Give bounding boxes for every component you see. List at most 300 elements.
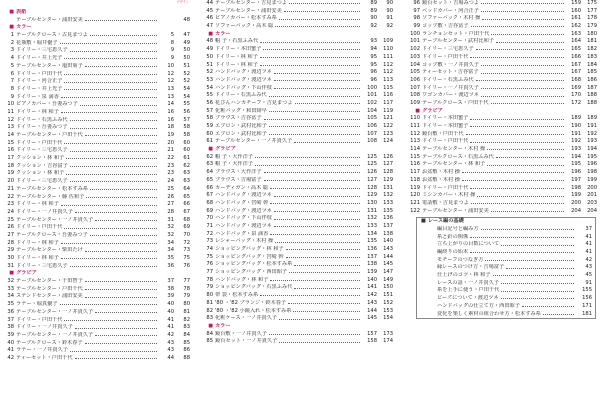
entry-title: ハンドバッグ・渡辺ツネ xyxy=(215,207,272,214)
entry-title: ドイリー・戸田千代 xyxy=(16,316,63,323)
entry-title: 鏡台敷・戸田千代 xyxy=(422,130,464,137)
entry-page-photo: 194 xyxy=(571,153,581,160)
entry-title: ドイリー・三宅恵久子 xyxy=(16,147,68,154)
entry-number: 112 xyxy=(410,130,420,137)
toc-entry xyxy=(402,46,600,54)
entry-page-photo: 126 xyxy=(367,169,377,176)
toc-entry xyxy=(0,101,193,109)
toc-entry xyxy=(199,69,396,77)
entry-number: 99 xyxy=(413,23,420,30)
entry-page-instructions: 123 xyxy=(383,130,393,137)
toc-entry xyxy=(402,0,600,8)
toc-entry xyxy=(402,54,600,62)
entry-page-photo: 200 xyxy=(571,199,581,206)
entry-number: 4 xyxy=(10,55,14,62)
entry-title: ドイリー・林 和子 xyxy=(16,201,59,208)
entry-page-photo: 195 xyxy=(571,161,581,168)
entry-number: 84 xyxy=(206,330,213,337)
entry-page-instructions: 201 xyxy=(587,192,597,199)
entry-number: 106 xyxy=(410,76,420,83)
entry-title: グラビア xyxy=(422,107,443,114)
entry-page-instructions: 63 xyxy=(183,178,190,185)
entry-page-instructions: 84 xyxy=(183,331,190,338)
entry-page-instructions: 110 xyxy=(383,46,393,53)
entry-number: ■ xyxy=(208,322,213,329)
entry-page-photo: 159 xyxy=(571,0,581,6)
dot-leader xyxy=(85,297,157,298)
entry-page-instructions: 184 xyxy=(587,61,597,68)
entry-page-instructions: 88 xyxy=(183,354,190,361)
entry-page-photo: 26 xyxy=(167,193,174,200)
entry-number: 50 xyxy=(206,53,213,60)
toc-entry xyxy=(0,293,193,301)
entry-title: お盆敷・木村 操 xyxy=(422,176,460,183)
entry-page-photo: 106 xyxy=(367,123,377,129)
entry-page-photo: 41 xyxy=(167,324,174,331)
entry-title: テーブルセンター・浦田安美 xyxy=(215,7,282,14)
toc-entry xyxy=(402,15,600,23)
entry-number: 15 xyxy=(7,139,14,146)
toc-entry xyxy=(402,23,600,31)
entry-page-instructions: 128 xyxy=(383,169,393,176)
box-entry xyxy=(417,272,595,280)
entry-number: 100 xyxy=(410,30,420,37)
entry-page-photo: 37 xyxy=(167,278,174,285)
entry-page-instructions: 136 xyxy=(383,215,393,222)
entry-page-instructions: 91 xyxy=(386,15,393,22)
entry-title: ドイリー・戸田千代 xyxy=(422,138,469,145)
entry-page-photo: 24 xyxy=(167,178,174,185)
entry-page-photo: 139 xyxy=(367,269,377,276)
entry-page-instructions: 80 xyxy=(183,301,190,308)
entry-title: ドイリー・林 和子 xyxy=(16,239,59,246)
toc-column-1 xyxy=(0,0,193,400)
entry-page-photo: 145 xyxy=(367,315,377,322)
entry-page-instructions: 56 xyxy=(183,108,190,115)
toc-entry xyxy=(199,238,396,246)
entry-title: 編終りの始末 xyxy=(437,249,469,255)
entry-page-photo: 22 xyxy=(167,155,174,162)
toc-entry xyxy=(199,62,396,70)
entry-number: 10 xyxy=(7,101,14,108)
entry-title: ドイリー・戸田千代 xyxy=(16,139,63,146)
entry-page-instructions: 75 xyxy=(183,255,190,261)
entry-number: 54 xyxy=(206,84,213,91)
entry-page-instructions: 50 xyxy=(183,47,190,54)
entry-number: 19 xyxy=(7,170,14,177)
dot-leader xyxy=(481,3,564,4)
entry-page-photo: 10 xyxy=(167,62,174,69)
entry-page-photo: 165 xyxy=(571,46,581,53)
entry-page-photo: 141 xyxy=(367,284,377,291)
toc-entry xyxy=(0,224,193,232)
entry-page-instructions: 177 xyxy=(587,7,597,14)
toc-entry xyxy=(0,340,193,348)
entry-title: エプロン・武村比和子 xyxy=(215,130,267,137)
entry-number: 83 xyxy=(206,315,213,322)
dot-leader xyxy=(61,205,157,206)
entry-page-instructions: 195 xyxy=(587,153,597,160)
entry-number: 108 xyxy=(410,92,420,99)
entry-page-photo: 102 xyxy=(367,99,377,106)
section-heading xyxy=(0,9,193,17)
entry-page-photo: 40 xyxy=(167,308,174,315)
entry-page-instructions: 192 xyxy=(587,130,597,137)
entry-title: テーブルクロース・戸田千代 xyxy=(422,99,489,106)
dot-leader xyxy=(70,266,157,267)
dot-leader xyxy=(274,88,360,89)
toc-entry xyxy=(402,185,600,193)
dot-leader xyxy=(294,142,360,143)
toc-entry xyxy=(402,169,600,177)
toc-entry xyxy=(199,277,396,285)
dot-leader xyxy=(476,80,564,81)
entry-title: クッション・林 和子 xyxy=(16,155,65,162)
dot-leader xyxy=(470,142,564,143)
dot-leader xyxy=(279,319,360,320)
entry-page-instructions: 149 xyxy=(383,276,393,283)
toc-entry xyxy=(199,315,396,323)
dot-leader xyxy=(80,105,157,106)
entry-page-photo: 23 xyxy=(167,162,174,169)
toc-entry xyxy=(0,78,193,86)
entry-title: ソファーバック・木村 操 xyxy=(422,15,481,22)
entry-page-photo: 157 xyxy=(367,330,377,337)
dot-leader xyxy=(491,103,564,104)
entry-page-instructions: 133 xyxy=(383,199,393,206)
entry-title: 帽 子・石黒ふみ代 xyxy=(215,38,259,45)
box-entry xyxy=(417,257,595,265)
entry-page: 37 xyxy=(585,225,592,232)
entry-page-photo: 169 xyxy=(571,84,581,91)
toc-entry xyxy=(0,47,193,55)
entry-page-instructions: 49 xyxy=(183,39,190,46)
toc-entry xyxy=(199,161,396,169)
toc-entry xyxy=(0,301,193,309)
entry-page-photo: 95 xyxy=(370,61,377,68)
entry-number: 51 xyxy=(206,61,213,68)
section-heading xyxy=(0,270,193,278)
entry-title: テーブルセンター・柴田たけ xyxy=(16,247,83,254)
dot-leader xyxy=(64,228,157,229)
dot-leader xyxy=(264,119,360,120)
entry-page-photo: 23 xyxy=(167,170,174,177)
entry-page-instructions: 54 xyxy=(183,85,190,92)
dot-leader xyxy=(85,289,157,290)
entry-number: 37 xyxy=(7,316,14,323)
dot-leader xyxy=(269,134,360,135)
toc-entry xyxy=(199,15,396,23)
section-heading xyxy=(199,31,396,39)
toc-entry xyxy=(199,192,396,200)
entry-page-instructions: 79 xyxy=(183,293,190,300)
entry-number: 27 xyxy=(7,231,14,238)
entry-page-instructions: 58 xyxy=(183,132,190,138)
toc-entry xyxy=(402,85,600,93)
toc-entry xyxy=(402,62,600,70)
entry-number: 3 xyxy=(10,47,14,54)
entry-page-instructions: 152 xyxy=(383,299,393,306)
dot-leader xyxy=(85,251,157,252)
entry-title: ドイリー・三宅恵久子 xyxy=(16,262,68,269)
dot-leader xyxy=(269,96,360,97)
entry-page-instructions: 109 xyxy=(383,38,393,45)
entry-title: 立ち上がりの目数について xyxy=(437,241,500,248)
dot-leader xyxy=(274,196,360,197)
entry-title: ショッピングバッグ・宮崎 幹 xyxy=(215,253,284,260)
dot-leader xyxy=(481,88,564,89)
toc-entry xyxy=(199,100,396,108)
toc-entry xyxy=(0,17,193,25)
entry-page-instructions: 186 xyxy=(587,76,597,83)
entry-page-instructions: 203 xyxy=(587,199,597,206)
toc-entry xyxy=(0,201,193,209)
toc-entry xyxy=(0,355,193,363)
entry-page-instructions: 67 xyxy=(183,208,190,215)
page-label: デザイン xyxy=(176,0,189,4)
entry-page-instructions: 62 xyxy=(183,162,190,169)
dot-leader xyxy=(70,128,157,129)
toc-entry xyxy=(0,147,193,155)
toc-entry xyxy=(199,92,396,100)
entry-page-instructions: 73 xyxy=(183,247,190,254)
entry-number: 78 xyxy=(206,276,213,283)
dot-leader xyxy=(70,51,157,52)
dot-leader xyxy=(70,181,157,182)
toc-entry xyxy=(0,124,193,132)
entry-page-photo: 172 xyxy=(571,99,581,106)
toc-entry xyxy=(0,263,193,271)
dot-leader xyxy=(85,135,157,136)
entry-page-photo: 32 xyxy=(167,224,174,231)
entry-page: 181 xyxy=(582,310,592,317)
entry-title: ドイリー・一ノ井貴久子 xyxy=(422,84,479,91)
entry-page-instructions: 137 xyxy=(383,222,393,229)
entry-page: 171 xyxy=(582,302,592,309)
toc-entry xyxy=(199,208,396,216)
entry-page-instructions: 204 xyxy=(587,207,597,214)
dot-leader xyxy=(260,65,360,66)
entry-title: ドイリー・吾妻みつ子 xyxy=(16,124,68,131)
entry-page-instructions: 111 xyxy=(383,53,393,60)
entry-number: 2 xyxy=(10,39,14,46)
entry-number: 32 xyxy=(7,278,14,285)
toc-entry xyxy=(199,154,396,162)
entry-page-instructions: 178 xyxy=(587,15,597,22)
entry-page-instructions: 138 xyxy=(383,230,393,237)
entry-number: 76 xyxy=(206,261,213,268)
entry-number: 104 xyxy=(410,61,420,68)
dot-leader xyxy=(66,158,157,159)
entry-page-photo: 104 xyxy=(367,107,377,114)
entry-page: 42 xyxy=(585,256,592,263)
entry-number: 82 xyxy=(206,307,213,314)
entry-number: 62 xyxy=(206,153,213,160)
dot-leader xyxy=(64,320,157,321)
entry-page-photo: 189 xyxy=(571,115,581,122)
entry-page-instructions: 122 xyxy=(383,123,393,129)
dot-leader xyxy=(279,19,360,20)
dot-leader xyxy=(75,212,157,213)
entry-page-photo: 94 xyxy=(370,46,377,53)
toc-entry xyxy=(0,86,193,94)
entry-title: ドイリー・井上光子 xyxy=(16,85,63,92)
entry-number: 56 xyxy=(206,99,213,106)
entry-page-instructions: 50 xyxy=(183,55,190,62)
dot-leader xyxy=(269,334,360,335)
entry-title: 化粧ケース・一ノ井貴久子 xyxy=(215,315,277,322)
toc-entry xyxy=(199,231,396,239)
entry-title: ブラウス・吉谷冨子 xyxy=(215,115,262,122)
entry-number: 34 xyxy=(7,293,14,300)
entry-title: テーブルセンター・千田智子 xyxy=(16,278,83,285)
toc-entry xyxy=(0,247,193,255)
toc-entry xyxy=(199,108,396,116)
toc-entry xyxy=(0,109,193,117)
entry-page-photo: 21 xyxy=(167,147,174,154)
entry-page-instructions: 185 xyxy=(587,69,597,76)
entry-number: 1 xyxy=(10,32,14,39)
toc-entry xyxy=(199,185,396,193)
entry-page-photo: 28 xyxy=(167,208,174,215)
entry-title: ドイリー・戸田千代 xyxy=(16,224,63,231)
dot-leader xyxy=(493,275,574,276)
entry-page-photo: 13 xyxy=(167,93,174,100)
toc-entry xyxy=(0,140,193,148)
entry-page-photo: 43 xyxy=(167,339,174,346)
entry-number: 67 xyxy=(206,192,213,199)
entry-title: カラー xyxy=(16,24,32,31)
entry-page-instructions: 81 xyxy=(183,308,190,315)
entry-title: 帯 袋・松本すみ糸 xyxy=(215,292,259,299)
entry-page-photo: 170 xyxy=(571,92,581,99)
toc-entry xyxy=(0,217,193,225)
entry-title: ハンドバッグ・泉 満香 xyxy=(215,230,269,237)
entry-number: ■ xyxy=(9,9,14,15)
toc-entry xyxy=(402,192,600,200)
entry-page-photo: 34 xyxy=(167,239,174,246)
entry-title: テーブルセンター・一ノ井貴久子 xyxy=(215,138,293,145)
entry-number: 85 xyxy=(206,338,213,345)
dot-leader xyxy=(466,134,564,135)
dot-leader xyxy=(60,43,157,44)
toc-entry xyxy=(402,115,600,123)
entry-page-photo: 9 xyxy=(170,55,174,62)
toc-entry xyxy=(402,123,600,131)
dot-leader xyxy=(85,66,157,67)
entry-page-photo: 130 xyxy=(367,199,377,206)
entry-number: 8 xyxy=(10,85,14,92)
entry-number: 66 xyxy=(206,184,213,191)
toc-entry xyxy=(0,186,193,194)
entry-number: 68 xyxy=(206,199,213,206)
entry-page-photo: 16 xyxy=(167,116,174,123)
entry-title: 表紙 xyxy=(16,9,27,15)
entry-title: レースの話・一ノ井貴久子 xyxy=(437,279,499,286)
toc-entry xyxy=(199,215,396,223)
toc-entry xyxy=(199,338,396,346)
entry-page-instructions: 179 xyxy=(587,23,597,30)
entry-page-instructions: 65 xyxy=(183,193,190,200)
entry-page-instructions: 124 xyxy=(383,138,393,145)
entry-page-photo: 40 xyxy=(167,301,174,308)
entry-page-instructions: 188 xyxy=(587,99,597,106)
entry-page-instructions: 90 xyxy=(386,0,393,6)
entry-page-instructions: 90 xyxy=(386,7,393,14)
dot-leader xyxy=(462,180,564,181)
dot-leader xyxy=(274,73,360,74)
entry-page-photo: 193 xyxy=(571,146,581,153)
entry-page-photo: 14 xyxy=(167,101,174,108)
dot-leader xyxy=(275,242,360,243)
entry-page-photo: 168 xyxy=(571,76,581,83)
entry-page-photo: 9 xyxy=(170,47,174,54)
dot-leader xyxy=(64,58,157,59)
toc-entry xyxy=(199,77,396,85)
entry-number: 96 xyxy=(413,0,420,6)
entry-page-instructions: 117 xyxy=(383,99,393,106)
entry-title: ドイリー・三宅恵久子 xyxy=(422,46,474,53)
box-entry xyxy=(417,280,595,288)
entry-page-photo: 191 xyxy=(571,130,581,137)
entry-number: 18 xyxy=(7,162,14,169)
entry-number: 116 xyxy=(410,161,420,168)
toc-entry xyxy=(0,324,193,332)
toc-entry xyxy=(402,77,600,85)
entry-title: テーブルセンター・松本すみ糸 xyxy=(16,185,88,192)
entry-title: ソファーバック・高木 聡 xyxy=(215,23,274,30)
entry-page-photo: 25 xyxy=(167,185,174,192)
entry-title: カラー xyxy=(215,322,231,329)
entry-page-instructions: 119 xyxy=(383,107,393,114)
entry-number: 36 xyxy=(7,308,14,315)
entry-title: 糸を上手に使う・戸田千代 xyxy=(437,287,500,294)
entry-page-instructions: 60 xyxy=(183,147,190,154)
dot-leader xyxy=(482,19,564,20)
toc-entry xyxy=(0,117,193,125)
entry-page-photo: 140 xyxy=(367,276,377,283)
dot-leader xyxy=(70,351,157,352)
entry-title: 帽 子・大作洋子 xyxy=(215,161,253,168)
dot-leader xyxy=(294,288,360,289)
dot-leader xyxy=(260,295,360,296)
entry-title: ミシンカバー・木村 操 xyxy=(422,192,476,199)
entry-page-instructions: 132 xyxy=(383,192,393,199)
entry-page-instructions: 55 xyxy=(183,101,190,108)
dot-leader xyxy=(501,298,574,299)
dot-leader xyxy=(95,335,157,336)
entry-number: 39 xyxy=(7,331,14,338)
entry-page-photo: 161 xyxy=(571,15,581,22)
entry-number: 57 xyxy=(206,107,213,114)
entry-page-photo: 204 xyxy=(571,207,581,214)
entry-title: 電話敷・吉見まつよ xyxy=(422,199,469,206)
entry-number: 101 xyxy=(410,38,420,45)
entry-number: 81 xyxy=(206,299,213,306)
dot-leader xyxy=(70,166,157,167)
entry-number: 55 xyxy=(206,92,213,99)
entry-title: 鏡台セット・一ノ井貴久子 xyxy=(215,338,278,345)
entry-number: 53 xyxy=(206,76,213,83)
entry-title: ドイリー・戸田千代 xyxy=(422,184,469,191)
entry-page-instructions: 69 xyxy=(183,224,190,231)
dot-leader xyxy=(66,174,157,175)
entry-page-photo: 128 xyxy=(367,184,377,191)
entry-page-photo: 35 xyxy=(167,255,174,261)
toc-entry xyxy=(0,178,193,186)
entry-page-photo: 107 xyxy=(367,130,377,137)
entry-title: ワゴンカバー・渡辺ツネ xyxy=(422,92,479,99)
